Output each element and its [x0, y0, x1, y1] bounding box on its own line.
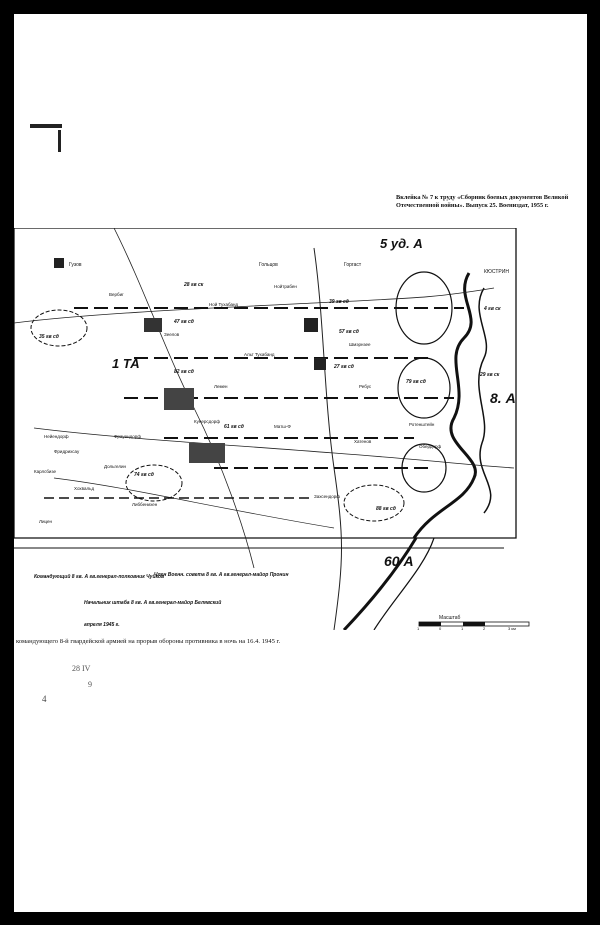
place-label: Вербиг: [109, 292, 124, 297]
place-label: Обердорф: [419, 444, 442, 449]
scan-mark: [58, 130, 61, 152]
place-label: Карлсбизе: [34, 469, 56, 474]
handwritten-note: 28 IV: [72, 664, 91, 673]
place-label: Фридрихсау: [54, 449, 80, 454]
place-label: Кунерсдорф: [194, 419, 220, 424]
place-label: Ребус: [359, 384, 372, 389]
army-label: 5 уд. А: [380, 236, 423, 251]
place-label: Зеелов: [164, 332, 180, 337]
place-label: Либбенихен: [132, 502, 158, 507]
map-svg: [14, 228, 530, 630]
army-label: 1 ТА: [112, 356, 140, 371]
operational-map: [14, 228, 530, 630]
unit-label: 35 гв сд: [39, 334, 59, 340]
place-label: Нойтрабен: [274, 284, 297, 289]
place-label: Шмэрнзее: [349, 342, 371, 347]
place-label: Альт Тухабанд: [244, 352, 275, 357]
place-label: Фрауендорф: [114, 434, 141, 439]
unit-label: 61 гв сд: [224, 424, 244, 430]
unit-label: 39 гв сд: [329, 299, 349, 305]
place-label: Хатенов: [354, 439, 372, 444]
scale-tick: 2: [483, 626, 486, 630]
unit-label: 27 гв сд: [334, 364, 354, 370]
unit-label: 28 гв ск: [184, 282, 204, 288]
unit-label: 88 гв сд: [376, 506, 396, 512]
unit-label: 79 гв сд: [406, 379, 426, 385]
unit-label: 47 гв сд: [174, 319, 194, 325]
place-label: Дольгелин: [104, 464, 126, 469]
map-caption: командующего 8-й гвардейской армией на прорыв обороны противника в ночь на 16.4. 1945 г.: [16, 638, 281, 645]
place-label: Хохвальд: [74, 486, 95, 491]
place-label: Ротенштейн: [409, 422, 435, 427]
scale-tick: 1: [417, 626, 420, 630]
handwritten-note: 9: [88, 680, 92, 689]
unit-label: 29 гв ск: [480, 372, 500, 378]
signature-council-member: Член Военн. совета 8 гв. А гв.генерал-майор Пронин: [154, 572, 289, 578]
settlement: [189, 443, 225, 463]
place-label: Горгаст: [344, 262, 362, 268]
scale-tick: 1: [461, 626, 464, 630]
scale-tick: 3 км: [508, 626, 516, 630]
unit-label: 57 гв сд: [339, 329, 359, 335]
unit-label: 74 гв сд: [134, 472, 154, 478]
settlement: [54, 258, 64, 268]
unit-label: 4 гв ск: [484, 306, 501, 312]
settlement: [164, 388, 194, 410]
scale-tick: 0: [439, 626, 442, 630]
handwritten-note: 4: [42, 694, 47, 704]
settlement: [314, 358, 326, 370]
scale-title: Масштаб: [439, 615, 461, 621]
army-label: 60 А: [384, 553, 414, 569]
place-label: Ной Тухабанд: [209, 302, 239, 307]
settlement: [304, 318, 318, 332]
place-label: Нейендорф: [44, 434, 69, 439]
unit-label: 82 гв сд: [174, 369, 194, 375]
settlement: [144, 318, 162, 332]
signature-commander: Командующий 8 гв. А гв.генерал-полковник Чуйков: [34, 574, 165, 580]
signature-chief-of-staff: Начальник штаба 8 гв. А гв.генерал-майор Белявский: [84, 600, 222, 606]
header-caption: Вклейка № 7 к труду «Сборник боевых документов Великой Отечественной войны». Выпуск 25. Воениздат, 1955 г.: [396, 194, 569, 209]
signature-date: апреля 1945 г.: [84, 622, 120, 628]
place-label: КЮСТРИН: [484, 269, 509, 275]
place-label: Матш-Ф: [274, 424, 291, 429]
place-label: Захсендорф: [314, 494, 340, 499]
place-label: Гузов: [69, 262, 82, 268]
army-label: 8. А: [490, 390, 516, 406]
scan-mark: [30, 124, 62, 128]
place-label: Лемен: [214, 384, 228, 389]
place-label: Гольцов: [259, 262, 278, 268]
place-label: Лицен: [39, 519, 52, 524]
